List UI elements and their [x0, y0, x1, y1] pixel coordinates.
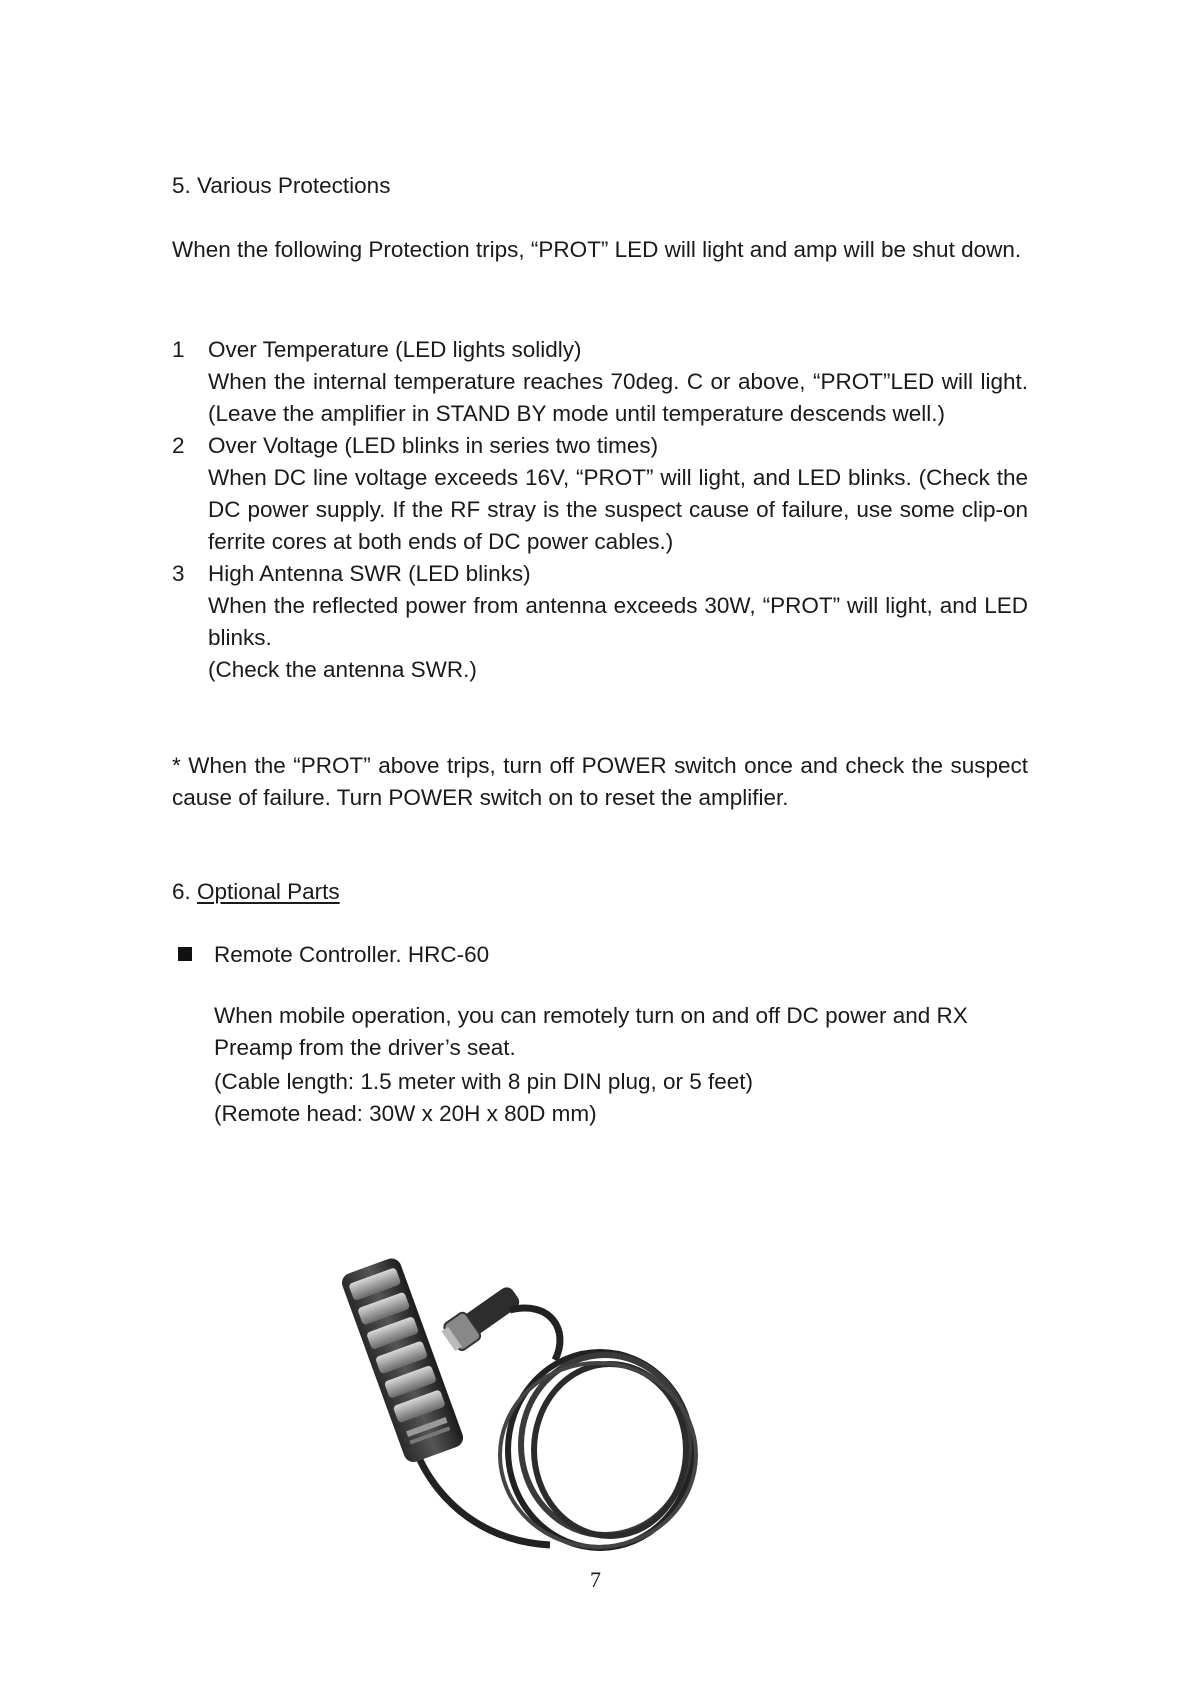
section-6-title: Optional Parts [197, 879, 340, 904]
item-description: When the internal temperature reaches 70deg. C or above, “PROT”LED will light. (Leave the amplifier in STAND BY mode until temperature descends well.) [208, 369, 1028, 426]
remote-controller-photo [310, 1240, 750, 1570]
item-title: Over Temperature (LED lights solidly) [208, 337, 582, 362]
section-5-intro: When the following Protection trips, “PROT” LED will light and amp will be shut down. [172, 237, 1022, 262]
section-5-heading: 5. Various Protections [172, 173, 391, 198]
item-description: When the reflected power from antenna exceeds 30W, “PROT” will light, and LED blinks. [208, 593, 1028, 650]
protection-item [172, 430, 1028, 558]
item-title: Over Voltage (LED blinks in series two times) [208, 433, 659, 458]
item-title: High Antenna SWR (LED blinks) [208, 561, 531, 586]
item-description: When DC line voltage exceeds 16V, “PROT” will light, and LED blinks. (Check the DC power supply. If the RF stray is the suspect cause of failure, use some clip-on ferrite cores at both ends of DC power cables.) [208, 465, 1028, 554]
item-note: (Check the antenna SWR.) [208, 657, 477, 682]
protection-item [172, 334, 1028, 430]
item-number: 3 [172, 561, 185, 586]
description-line: (Remote head: 30W x 20H x 80D mm) [214, 1101, 597, 1126]
optional-part-bullet [178, 939, 1028, 971]
item-number: 2 [172, 433, 185, 458]
optional-part-description [214, 1000, 1028, 1130]
description-line: (Cable length: 1.5 meter with 8 pin DIN plug, or 5 feet) [214, 1069, 754, 1094]
description-line: When mobile operation, you can remotely turn on and off DC power and RX Preamp from the driver’s seat. [214, 1003, 968, 1060]
reset-note: * When the “PROT” above trips, turn off POWER switch once and check the suspect cause of failure. Turn POWER switch on to reset the amplifier. [172, 753, 1028, 810]
section-6-number: 6. [172, 879, 191, 904]
item-number: 1 [172, 337, 185, 362]
page-number: 7 [590, 1567, 601, 1592]
protection-item [172, 558, 1028, 686]
square-bullet-icon [178, 947, 192, 961]
optional-part-title: Remote Controller. HRC-60 [214, 942, 490, 967]
protection-list [172, 334, 1028, 686]
section-6-heading [172, 876, 1028, 908]
